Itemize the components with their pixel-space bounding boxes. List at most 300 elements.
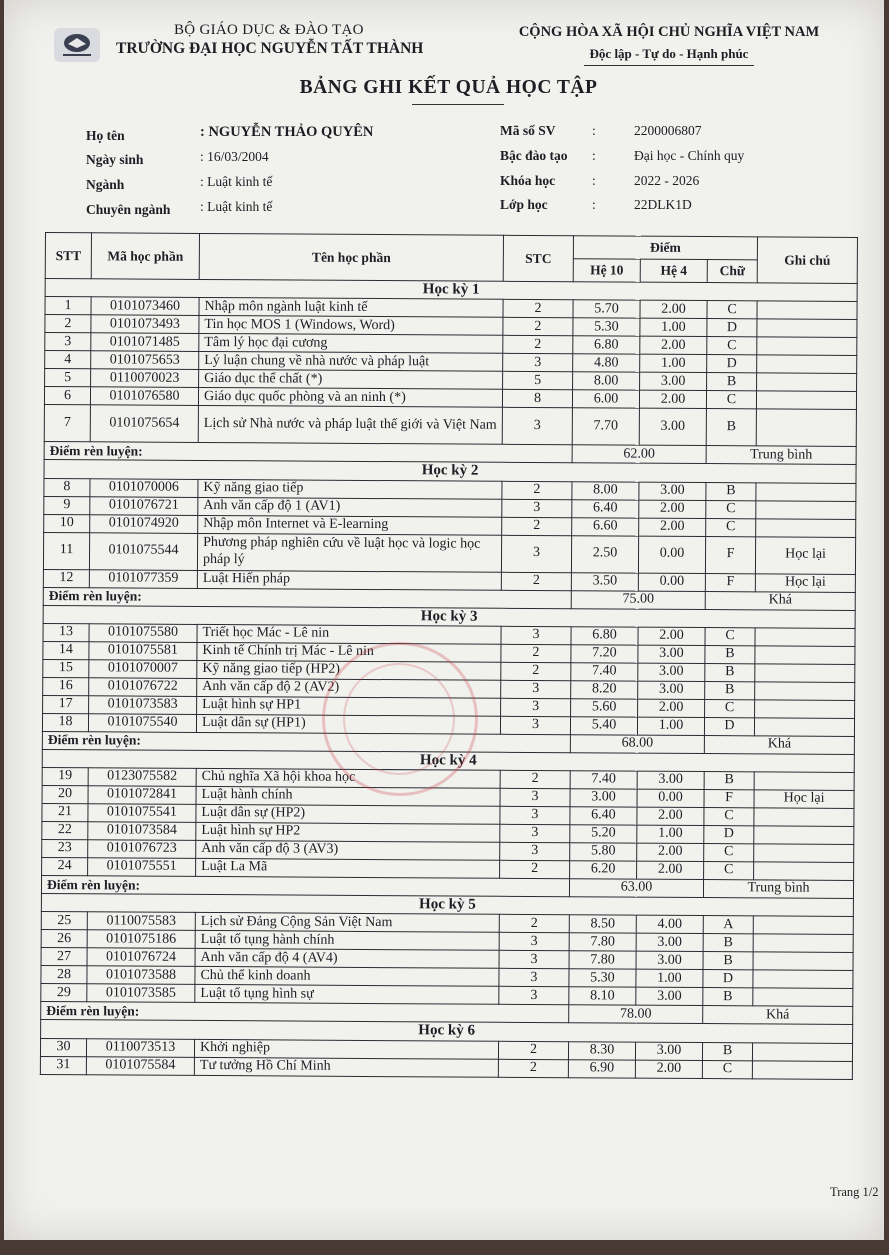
score4-cell: 0.00 (638, 536, 705, 573)
stt-cell: 10 (44, 514, 90, 532)
letter-grade-cell: B (706, 482, 756, 500)
conduct-score: 75.00 (571, 590, 705, 609)
score4-cell: 1.00 (637, 825, 704, 843)
letter-grade-cell: B (706, 409, 756, 446)
stt-cell: 13 (43, 623, 89, 641)
credits-cell: 2 (501, 644, 571, 662)
letter-grade-cell: F (705, 573, 755, 591)
motto-underline (584, 65, 754, 66)
note-cell (756, 500, 856, 519)
letter-grade-cell: D (707, 319, 757, 337)
score10-cell: 5.80 (570, 843, 637, 861)
score10-cell: 6.80 (571, 626, 638, 644)
course-code-cell: 0110070023 (91, 369, 199, 388)
score4-cell: 3.00 (639, 482, 706, 500)
letter-grade-cell: B (703, 934, 753, 952)
course-name-cell: Luật hành chính (196, 786, 500, 806)
page-number: Trang 1/2 (830, 1185, 879, 1199)
student-id-label: Mã số SV (500, 123, 556, 138)
letter-grade-cell: C (706, 391, 756, 409)
note-cell: Học lại (755, 573, 855, 592)
name-label: Họ tên (86, 128, 125, 143)
score10-cell: 7.40 (570, 771, 637, 789)
credits-cell: 2 (500, 860, 570, 878)
conduct-rank: Khá (705, 591, 855, 610)
credits-cell: 2 (498, 1059, 568, 1077)
note-cell (756, 391, 856, 410)
stt-cell: 14 (43, 641, 89, 659)
letter-grade-cell: F (705, 536, 755, 573)
score10-cell: 7.80 (569, 951, 636, 969)
col-stt: STT (45, 233, 91, 279)
stt-cell: 27 (41, 948, 87, 966)
score4-cell: 3.00 (638, 681, 705, 699)
stt-cell: 11 (43, 532, 89, 569)
class-label: Lớp học (500, 197, 548, 212)
course-name-cell: Kỹ năng giao tiếp (198, 479, 502, 499)
score10-cell: 7.70 (572, 408, 639, 445)
conduct-rank: Khá (704, 735, 854, 754)
stt-cell: 18 (42, 713, 88, 731)
note-cell (753, 952, 853, 971)
course-code-cell: 0101073493 (91, 315, 199, 334)
stt-cell: 22 (42, 821, 88, 839)
course-name-cell: Triết học Mác - Lê nin (197, 624, 501, 644)
course-code-cell: 0101075186 (87, 930, 195, 949)
conduct-label: Điểm rèn luyện: (44, 442, 572, 463)
score10-cell: 8.20 (571, 680, 638, 698)
conduct-label: Điểm rèn luyện: (41, 875, 569, 896)
course-name-cell: Lịch sử Nhà nước và pháp luật thế giới và Việt Nam (198, 406, 502, 445)
score4-cell: 3.00 (638, 645, 705, 663)
course-name-cell: Tư tưởng Hồ Chí Minh (194, 1057, 498, 1077)
credits-cell: 3 (500, 788, 570, 806)
course-name-cell: Phương pháp nghiên cứu về luật học và logic học pháp lý (197, 533, 501, 572)
score10-cell: 6.40 (572, 499, 639, 517)
score4-cell: 2.00 (637, 843, 704, 861)
credits-cell: 3 (500, 716, 570, 734)
conduct-rank: Trung bình (703, 880, 853, 899)
letter-grade-cell: C (706, 518, 756, 536)
course-name-cell: Luật hình sự HP1 (197, 696, 501, 716)
letter-grade-cell: D (707, 355, 757, 373)
score10-cell: 6.80 (573, 336, 640, 354)
score4-cell: 3.00 (636, 987, 703, 1005)
score4-cell: 0.00 (637, 789, 704, 807)
note-cell: Học lại (755, 536, 855, 574)
score10-cell: 8.50 (569, 915, 636, 933)
score10-cell: 5.30 (569, 969, 636, 987)
stt-cell: 6 (44, 387, 90, 405)
letter-grade-cell: C (704, 844, 754, 862)
credits-cell: 3 (501, 698, 571, 716)
stt-cell: 19 (42, 767, 88, 785)
transcript-paper (4, 0, 884, 1240)
conduct-score: 63.00 (569, 879, 703, 898)
credits-cell: 3 (501, 626, 571, 644)
course-name-cell: Luật La Mã (196, 858, 500, 878)
credits-cell: 3 (501, 535, 571, 572)
university-name: TRƯỜNG ĐẠI HỌC NGUYỄN TẤT THÀNH (116, 40, 424, 57)
note-cell (753, 988, 853, 1007)
note-cell (755, 646, 855, 665)
course-code-cell: 0101073585 (87, 984, 195, 1003)
course-name-cell: Khởi nghiệp (194, 1039, 498, 1059)
credits-cell: 3 (499, 969, 569, 987)
note-cell (757, 373, 857, 392)
national-motto: Độc lập - Tự do - Hạnh phúc (589, 46, 749, 61)
ministry-name: BỘ GIÁO DỤC & ĐÀO TẠO (174, 22, 364, 38)
score4-cell: 2.00 (637, 861, 704, 879)
score10-cell: 2.50 (571, 535, 638, 572)
stt-cell: 1 (45, 297, 91, 315)
course-name-cell: Anh văn cấp độ 1 (AV1) (198, 497, 502, 517)
note-cell (755, 664, 855, 683)
note-cell (756, 482, 856, 501)
course-name-cell: Nhập môn ngành luật kinh tế (199, 298, 503, 318)
course-code-cell: 0101070006 (90, 478, 198, 497)
student-specialization: : Luật kinh tế (200, 199, 273, 214)
course-code-cell: 0101071485 (91, 333, 199, 352)
note-cell (752, 1060, 852, 1079)
conduct-rank: Khá (703, 1006, 853, 1025)
stt-cell: 17 (43, 695, 89, 713)
credits-cell: 2 (503, 318, 573, 336)
class-code: 22DLK1D (634, 197, 692, 212)
score10-cell: 6.20 (570, 861, 637, 879)
course-name-cell: Anh văn cấp độ 2 (AV2) (197, 678, 501, 698)
cohort: 2022 - 2026 (634, 173, 700, 188)
col-score-group: Điểm (573, 236, 757, 260)
conduct-rank: Trung bình (706, 446, 856, 465)
letter-grade-cell: C (705, 699, 755, 717)
col-course-code: Mã học phần (91, 233, 199, 280)
letter-grade-cell: D (703, 970, 753, 988)
score10-cell: 7.20 (571, 644, 638, 662)
dob-label: Ngày sinh (86, 152, 144, 167)
course-code-cell: 0101076724 (87, 948, 195, 967)
score4-cell: 3.00 (635, 1042, 702, 1060)
table-row (40, 1056, 852, 1079)
score4-cell: 4.00 (636, 915, 703, 933)
course-code-cell: 0101075581 (89, 642, 197, 661)
note-cell (755, 682, 855, 701)
letter-grade-cell: B (703, 952, 753, 970)
conduct-label: Điểm rèn luyện: (41, 1002, 569, 1023)
score10-cell: 5.30 (573, 318, 640, 336)
semester-title: Học kỳ 6 (41, 1020, 853, 1043)
letter-grade-cell: B (703, 988, 753, 1006)
score4-cell: 2.00 (638, 699, 705, 717)
stt-cell: 29 (41, 984, 87, 1002)
conduct-score: 78.00 (569, 1005, 703, 1024)
score4-cell: 2.00 (639, 390, 706, 408)
stt-cell: 28 (41, 966, 87, 984)
score4-cell: 3.00 (637, 771, 704, 789)
score10-cell: 8.30 (568, 1041, 635, 1059)
score10-cell: 8.00 (572, 481, 639, 499)
course-code-cell: 0101075541 (88, 804, 196, 823)
course-name-cell: Tin học MOS 1 (Windows, Word) (199, 316, 503, 336)
letter-grade-cell: F (704, 790, 754, 808)
col-credits: STC (503, 235, 573, 281)
stt-cell: 30 (40, 1038, 86, 1056)
letter-grade-cell: C (705, 627, 755, 645)
course-code-cell: 0110075583 (87, 912, 195, 931)
student-major: : Luật kinh tế (200, 174, 273, 189)
course-name-cell: Luật tố tụng hành chính (195, 931, 499, 951)
note-cell (754, 772, 854, 791)
stt-cell: 12 (43, 569, 89, 587)
course-code-cell: 0101075544 (89, 532, 197, 570)
letter-grade-cell: B (705, 681, 755, 699)
score4-cell: 1.00 (636, 969, 703, 987)
course-name-cell: Chủ thể kinh doanh (195, 967, 499, 987)
stt-cell: 16 (43, 677, 89, 695)
semester-title: Học kỳ 5 (41, 893, 853, 916)
course-name-cell: Luật dân sự (HP2) (196, 804, 500, 824)
score4-cell: 1.00 (640, 318, 707, 336)
letter-grade-cell: C (707, 301, 757, 319)
score4-cell: 3.00 (636, 933, 703, 951)
course-name-cell: Lý luận chung về nhà nước và pháp luật (199, 352, 503, 372)
course-name-cell: Nhập môn Internet và E-learning (198, 515, 502, 535)
score4-cell: 2.00 (635, 1060, 702, 1078)
note-cell (753, 934, 853, 953)
note-cell: Học lại (754, 790, 854, 809)
colon: : (592, 148, 596, 163)
stt-cell: 31 (40, 1056, 86, 1074)
letter-grade-cell: C (704, 862, 754, 880)
course-code-cell: 0101073583 (89, 696, 197, 715)
credits-cell: 3 (503, 354, 573, 372)
course-name-cell: Kỹ năng giao tiếp (HP2) (197, 660, 501, 680)
stt-cell: 8 (44, 478, 90, 496)
header-row (45, 233, 857, 261)
cohort-label: Khóa học (500, 173, 556, 188)
score4-cell: 2.00 (639, 500, 706, 518)
student-dob: : 16/03/2004 (200, 149, 269, 164)
grades-table (40, 232, 858, 1079)
note-cell (757, 337, 857, 356)
stt-cell: 15 (43, 659, 89, 677)
score4-cell: 3.00 (639, 408, 706, 445)
score10-cell: 3.00 (570, 789, 637, 807)
student-id: 2200006807 (634, 123, 702, 138)
course-code-cell: 0101072841 (88, 786, 196, 805)
score10-cell: 5.70 (573, 300, 640, 318)
stt-cell: 25 (41, 912, 87, 930)
republic-name: CỘNG HÒA XÃ HỘI CHỦ NGHĨA VIỆT NAM (518, 24, 820, 40)
colon: : (592, 173, 596, 188)
course-name-cell: Lịch sử Đảng Cộng Sản Việt Nam (195, 913, 499, 933)
university-logo (54, 28, 100, 62)
course-code-cell: 0101075551 (88, 858, 196, 877)
letter-grade-cell: C (704, 808, 754, 826)
col-course-name: Tên học phần (199, 233, 503, 281)
conduct-score: 62.00 (572, 445, 706, 464)
course-code-cell: 0101076580 (90, 387, 198, 406)
credits-cell: 2 (498, 1041, 568, 1059)
course-code-cell: 0101073460 (91, 297, 199, 316)
course-name-cell: Anh văn cấp độ 4 (AV4) (195, 949, 499, 969)
semester-title: Học kỳ 1 (45, 279, 857, 302)
score10-cell: 5.60 (571, 698, 638, 716)
table-row (44, 405, 856, 447)
score10-cell: 5.40 (570, 716, 637, 734)
table-row (43, 532, 855, 574)
col-scale10: Hệ 10 (573, 259, 640, 282)
note-cell (755, 700, 855, 719)
note-cell (756, 409, 856, 447)
student-name: : NGUYỄN THẢO QUYÊN (200, 124, 374, 140)
score10-cell: 3.50 (571, 572, 638, 590)
credits-cell: 2 (500, 770, 570, 788)
course-code-cell: 0101075653 (91, 351, 199, 370)
score4-cell: 2.00 (639, 518, 706, 536)
score4-cell: 2.00 (637, 807, 704, 825)
score10-cell: 8.00 (573, 372, 640, 390)
credits-cell: 3 (500, 842, 570, 860)
col-letter: Chữ (707, 260, 757, 283)
credits-cell: 2 (503, 336, 573, 354)
credits-cell: 5 (503, 372, 573, 390)
training-level: Đại học - Chính quy (634, 148, 745, 163)
score10-cell: 6.00 (572, 390, 639, 408)
letter-grade-cell: C (702, 1060, 752, 1078)
note-cell (754, 862, 854, 881)
stt-cell: 20 (42, 785, 88, 803)
course-name-cell: Anh văn cấp độ 3 (AV3) (196, 840, 500, 860)
course-code-cell: 0101075654 (90, 405, 198, 443)
course-name-cell: Luật dân sự (HP1) (196, 714, 500, 734)
course-name-cell: Luật Hiến pháp (197, 570, 501, 590)
note-cell (755, 628, 855, 647)
note-cell (757, 355, 857, 374)
course-code-cell: 0101073588 (87, 966, 195, 985)
level-label: Bậc đào tạo (500, 148, 568, 163)
stt-cell: 9 (44, 496, 90, 514)
stt-cell: 2 (45, 315, 91, 333)
course-code-cell: 0101076721 (90, 496, 198, 515)
score10-cell: 4.80 (573, 354, 640, 372)
major-label: Ngành (86, 177, 125, 192)
note-cell (756, 518, 856, 537)
credits-cell: 3 (502, 408, 572, 445)
course-name-cell: Giáo dục thể chất (*) (199, 370, 503, 390)
note-cell (753, 970, 853, 989)
course-name-cell: Tâm lý học đại cương (199, 334, 503, 354)
credits-cell: 3 (501, 680, 571, 698)
semester-title: Học kỳ 2 (44, 460, 856, 483)
letter-grade-cell: C (707, 337, 757, 355)
course-code-cell: 0101076723 (88, 840, 196, 859)
score10-cell: 7.40 (571, 662, 638, 680)
course-name-cell: Luật tố tụng hình sự (195, 985, 499, 1005)
note-cell (757, 301, 857, 320)
spec-label: Chuyên ngành (86, 202, 171, 217)
course-code-cell: 0101075580 (89, 624, 197, 643)
score10-cell: 7.80 (569, 933, 636, 951)
col-note: Ghi chú (757, 237, 857, 284)
stt-cell: 3 (45, 333, 91, 351)
credits-cell: 3 (500, 806, 570, 824)
letter-grade-cell: D (704, 717, 754, 735)
score10-cell: 5.20 (570, 825, 637, 843)
course-code-cell: 0101075584 (86, 1056, 194, 1075)
stt-cell: 21 (42, 803, 88, 821)
course-name-cell: Chủ nghĩa Xã hội khoa học (196, 768, 500, 788)
note-cell (752, 1042, 852, 1061)
score4-cell: 0.00 (638, 573, 705, 591)
stt-cell: 4 (45, 351, 91, 369)
stt-cell: 24 (42, 857, 88, 875)
credits-cell: 3 (500, 824, 570, 842)
colon: : (592, 197, 596, 212)
course-name-cell: Kinh tế Chính trị Mác - Lê nin (197, 642, 501, 662)
stt-cell: 23 (42, 839, 88, 857)
note-cell (754, 718, 854, 737)
credits-cell: 3 (499, 951, 569, 969)
letter-grade-cell: A (703, 916, 753, 934)
col-scale4: Hệ 4 (640, 259, 707, 282)
score10-cell: 6.40 (570, 807, 637, 825)
course-code-cell: 0101075540 (88, 714, 196, 733)
credits-cell: 2 (502, 517, 572, 535)
credits-cell: 3 (502, 499, 572, 517)
credits-cell: 3 (499, 933, 569, 951)
conduct-score: 68.00 (570, 734, 704, 753)
stt-cell: 5 (45, 369, 91, 387)
score4-cell: 3.00 (640, 372, 707, 390)
colon: : (592, 123, 596, 138)
score4-cell: 3.00 (636, 951, 703, 969)
letter-grade-cell: D (704, 826, 754, 844)
note-cell (757, 319, 857, 338)
stt-cell: 26 (41, 930, 87, 948)
course-name-cell: Luật hình sự HP2 (196, 822, 500, 842)
score4-cell: 1.00 (637, 717, 704, 735)
credits-cell: 2 (501, 662, 571, 680)
course-code-cell: 0101074920 (90, 514, 198, 533)
course-name-cell: Giáo dục quốc phòng và an ninh (*) (198, 388, 502, 408)
credits-cell: 2 (503, 300, 573, 318)
semester-title: Học kỳ 3 (43, 605, 855, 628)
score10-cell: 6.90 (568, 1059, 635, 1077)
letter-grade-cell: B (707, 373, 757, 391)
note-cell (754, 826, 854, 845)
credits-cell: 2 (502, 481, 572, 499)
credits-cell: 2 (501, 572, 571, 590)
stt-cell: 7 (44, 405, 90, 442)
course-code-cell: 0123075582 (88, 768, 196, 787)
note-cell (754, 844, 854, 863)
credits-cell: 8 (502, 390, 572, 408)
conduct-label: Điểm rèn luyện: (43, 587, 571, 608)
university-header (54, 20, 454, 64)
note-cell (754, 808, 854, 827)
national-header (504, 24, 834, 66)
score4-cell: 1.00 (640, 354, 707, 372)
course-code-cell: 0101076722 (89, 678, 197, 697)
credits-cell: 2 (499, 915, 569, 933)
letter-grade-cell: C (706, 500, 756, 518)
score10-cell: 8.10 (569, 987, 636, 1005)
semester-title: Học kỳ 4 (42, 749, 854, 772)
page-title: BẢNG GHI KẾT QUẢ HỌC TẬP (299, 77, 598, 98)
score4-cell: 2.00 (638, 627, 705, 645)
letter-grade-cell: B (705, 645, 755, 663)
